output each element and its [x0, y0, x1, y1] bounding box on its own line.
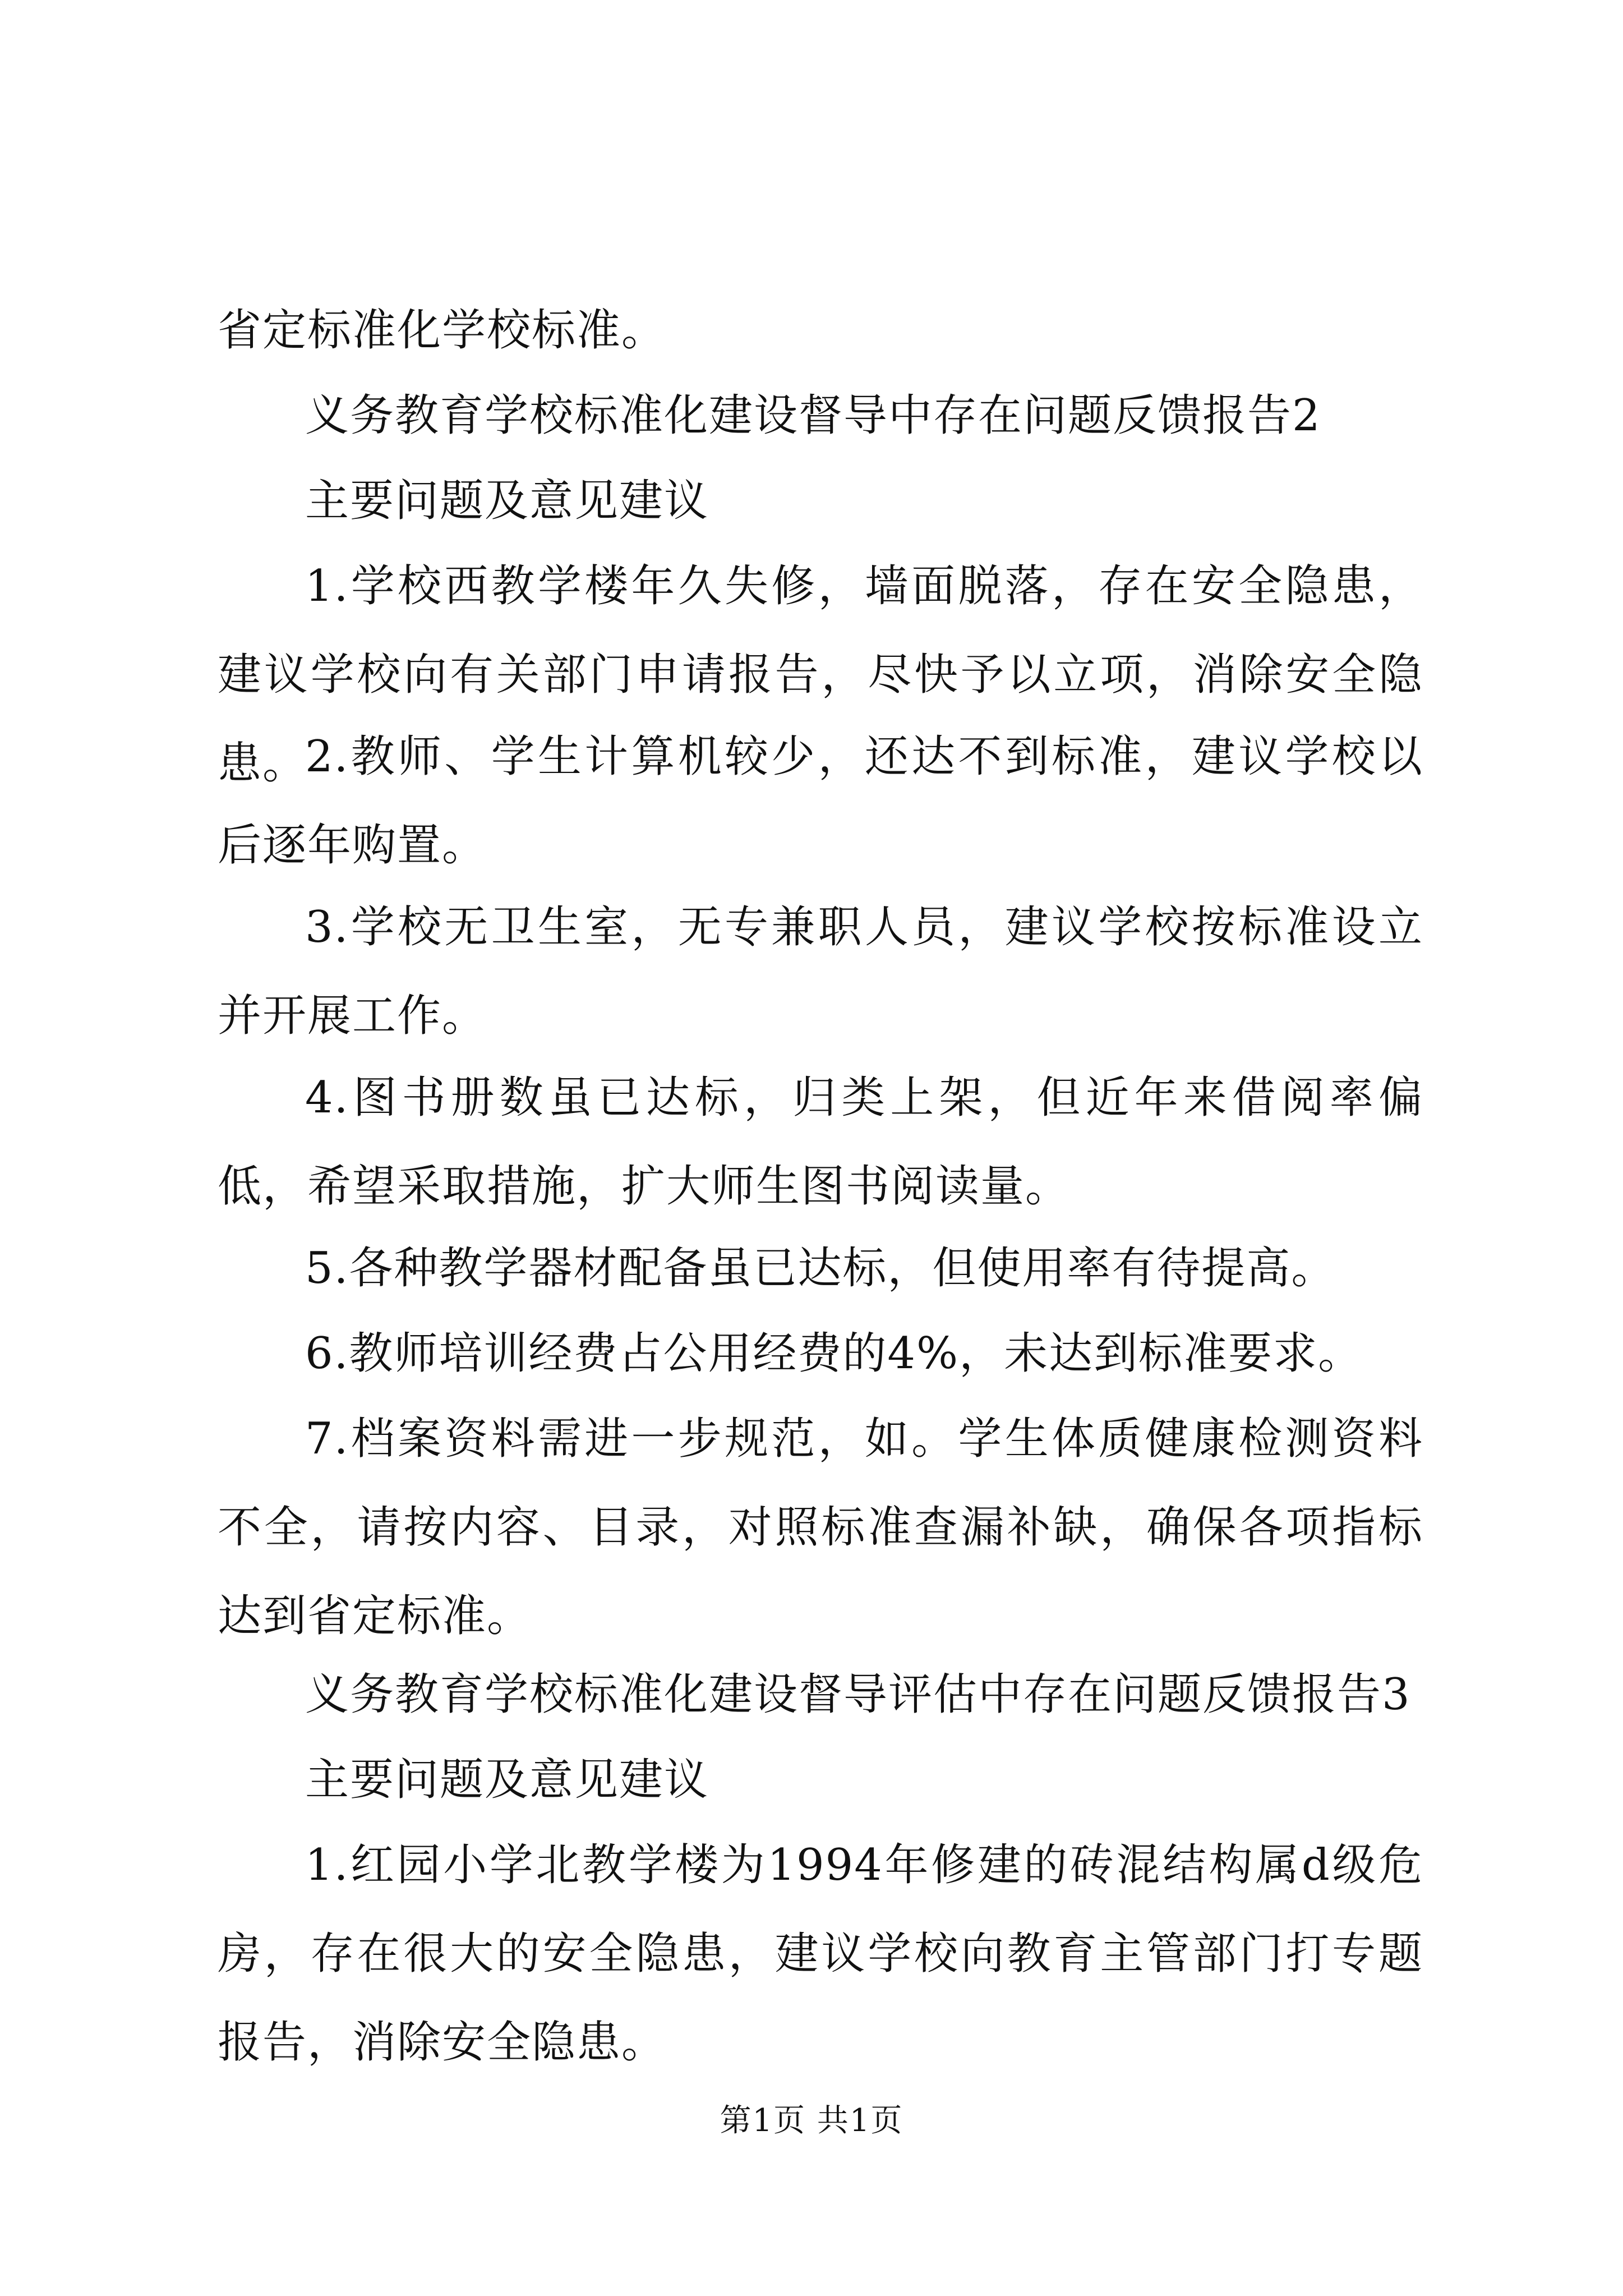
- list-item-6: 6.教师培训经费占公用经费的4%，未达到标准要求。: [305, 1328, 1363, 1379]
- list-item-7: 7.档案资料需进一步规范，如。学生体质健康检测资料不全，请按内容、目录，对照标准查漏补缺，确保各项指标达到省定标准。: [218, 1414, 1423, 1641]
- list-item-1: 1.学校西教学楼年久失修，墙面脱落，存在安全隐患，建议学校向有关部门申请报告，尽快予以立项，消除安全隐患。: [218, 561, 1423, 789]
- section-heading: 主要问题及意见建议: [305, 1755, 709, 1805]
- report-heading-2: 义务教育学校标准化建设督导中存在问题反馈报告2: [305, 390, 1321, 441]
- list-item-3: 3.学校无卫生室，无专兼职人员，建议学校按标准设立并开展工作。: [218, 902, 1423, 1041]
- list-item-4: 4.图书册数虽已达标，归类上架，但近年来借阅率偏低，希望采取措施，扩大师生图书阅读量。: [218, 1073, 1423, 1212]
- list-item-5: 5.各种教学器材配备虽已达标，但使用率有待提高。: [305, 1243, 1336, 1294]
- report-heading-3: 义务教育学校标准化建设督导评估中存在问题反馈报告3: [305, 1669, 1411, 1720]
- page-footer: 第1页 共1页: [720, 2102, 903, 2139]
- list-item-1: 1.红园小学北教学楼为1994年修建的砖混结构属d级危房，存在很大的安全隐患，建议学校向教育主管部门打专题报告，消除安全隐患。: [218, 1840, 1423, 2068]
- list-item-2: 2.教师、学生计算机较少，还达不到标准，建议学校以后逐年购置。: [218, 731, 1423, 871]
- paragraph-continuation: 省定标准化学校标准。: [218, 305, 667, 356]
- section-heading: 主要问题及意见建议: [305, 476, 709, 526]
